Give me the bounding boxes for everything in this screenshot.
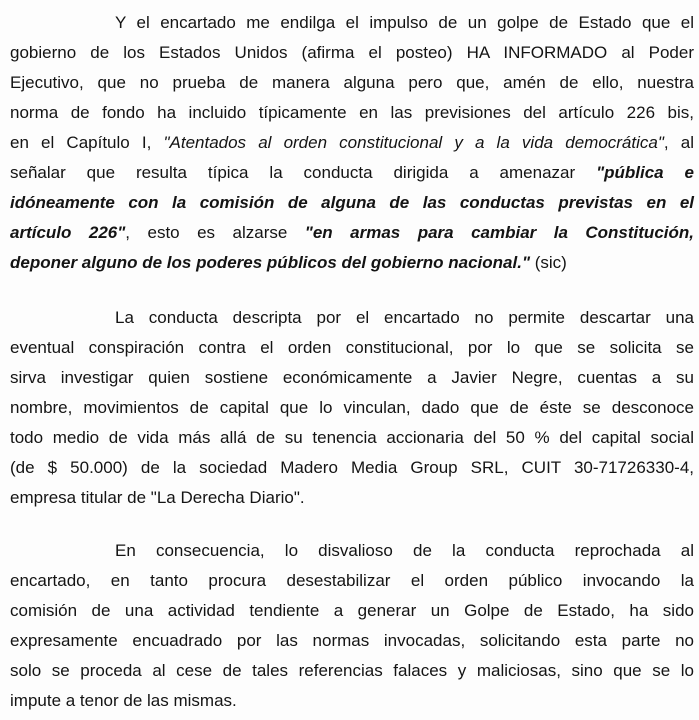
text-line: nombre, movimientos de capital que lo vinculan, dado que de éste se desconoce — [10, 398, 694, 417]
text-line: todo medio de vida más allá de su tenencia accionaria del 50 % del capital social — [10, 428, 694, 447]
paragraph-golpe-de-estado — [10, 8, 694, 278]
bold-italic-quote: artículo 226" — [10, 223, 126, 242]
text-line — [10, 248, 694, 278]
text-line: Y el encartado me endilga el impulso de un golpe de Estado que el — [115, 13, 694, 32]
text-line: La conducta descripta por el encartado no permite descartar una — [115, 308, 694, 327]
text-line: impute a tenor de las mismas. — [10, 691, 237, 710]
text-run: señalar que resulta típica la conducta dirigida a amenazar — [10, 163, 597, 182]
bold-italic-quote: deponer alguno de los poderes públicos del gobierno nacional." — [10, 253, 531, 272]
text-run: en el Capítulo I, — [10, 133, 164, 152]
text-line — [10, 158, 694, 188]
text-line — [10, 188, 694, 218]
text-line: gobierno de los Estados Unidos (afirma el posteo) HA INFORMADO al Poder — [10, 43, 694, 62]
text-line: En consecuencia, lo disvalioso de la conducta reprochada al — [115, 541, 694, 560]
italic-quote: "Atentados al orden constitucional y a la vida democrática" — [163, 133, 664, 152]
text-line: sirva investigar quien sostiene económicamente a Javier Negre, cuentas a su — [10, 368, 694, 387]
text-line: solo se proceda al cese de tales referencias falaces y maliciosas, sino que se lo — [10, 661, 694, 680]
text-line: encartado, en tanto procura desestabilizar el orden público invocando la — [10, 571, 694, 590]
text-run: , al — [663, 133, 694, 152]
bold-italic-quote: "pública e — [596, 163, 694, 182]
text-line: empresa titular de "La Derecha Diario". — [10, 488, 305, 507]
text-line: Ejecutivo, que no prueba de manera alguna pero que, amén de ello, nuestra — [10, 73, 694, 92]
bold-italic-quote: "en armas para cambiar la Constitución, — [304, 223, 694, 242]
paragraph-conspiracion — [10, 303, 694, 513]
bold-italic-quote: idóneamente con la comisión de alguna de las conductas previstas en el — [10, 193, 694, 212]
text-line: eventual conspiración contra el orden constitucional, por lo que se solicita se — [10, 338, 694, 357]
text-line — [10, 218, 694, 248]
text-line: expresamente encuadrado por las normas invocadas, solicitando esta parte no — [10, 631, 694, 650]
text-line: comisión de una actividad tendiente a generar un Golpe de Estado, ha sido — [10, 601, 694, 620]
text-run: , esto es alzarse — [125, 223, 305, 242]
text-line — [10, 128, 694, 158]
text-run: (sic) — [530, 253, 567, 272]
text-line: norma de fondo ha incluido típicamente en las previsiones del artículo 226 bis, — [10, 103, 694, 122]
text-line: (de $ 50.000) de la sociedad Madero Media Group SRL, CUIT 30-71726330-4, — [10, 458, 694, 477]
paragraph-consecuencia — [10, 536, 694, 716]
